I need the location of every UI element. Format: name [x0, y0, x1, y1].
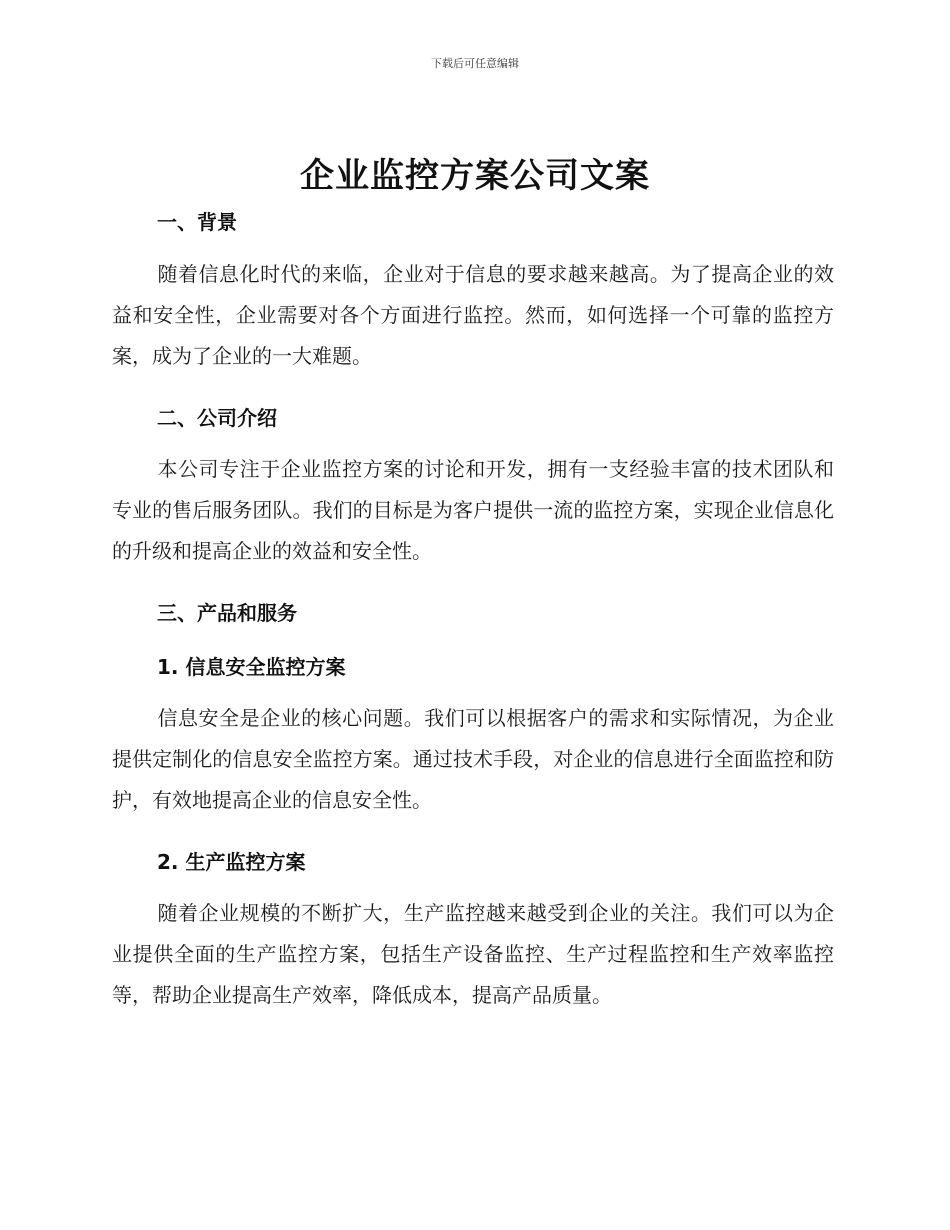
section-heading-background: 一、背景 [157, 210, 237, 234]
subsection-heading-production: 2. 生产监控方案 [157, 850, 306, 874]
section-heading-products: 三、产品和服务 [157, 601, 297, 625]
section-paragraph-company: 本公司专注于企业监控方案的讨论和开发，拥有一支经验丰富的技术团队和专业的售后服务团队。我们的目标是为客户提供一流的监控方案，实现企业信息化的升级和提高企业的效益和安全性。 [112, 457, 834, 563]
subsection-heading-info-security: 1. 信息安全监控方案 [157, 655, 346, 679]
header-note: 下载后可任意编辑 [431, 57, 519, 70]
subsection-paragraph-info-security: 信息安全是企业的核心问题。我们可以根据客户的需求和实际情况，为企业提供定制化的信息安全监控方案。通过技术手段，对企业的信息进行全面监控和防护，有效地提高企业的信息安全性。 [112, 706, 834, 812]
subsection-paragraph-production: 随着企业规模的不断扩大，生产监控越来越受到企业的关注。我们可以为企业提供全面的生产监控方案，包括生产设备监控、生产过程监控和生产效率监控等，帮助企业提高生产效率，降低成本，提高产品质量。 [112, 901, 834, 1007]
section-heading-company: 二、公司介绍 [157, 406, 277, 430]
page-title: 企业监控方案公司文案 [300, 156, 650, 196]
section-paragraph-background: 随着信息化时代的来临，企业对于信息的要求越来越高。为了提高企业的效益和安全性，企业需要对各个方面进行监控。然而，如何选择一个可靠的监控方案，成为了企业的一大难题。 [112, 262, 834, 368]
